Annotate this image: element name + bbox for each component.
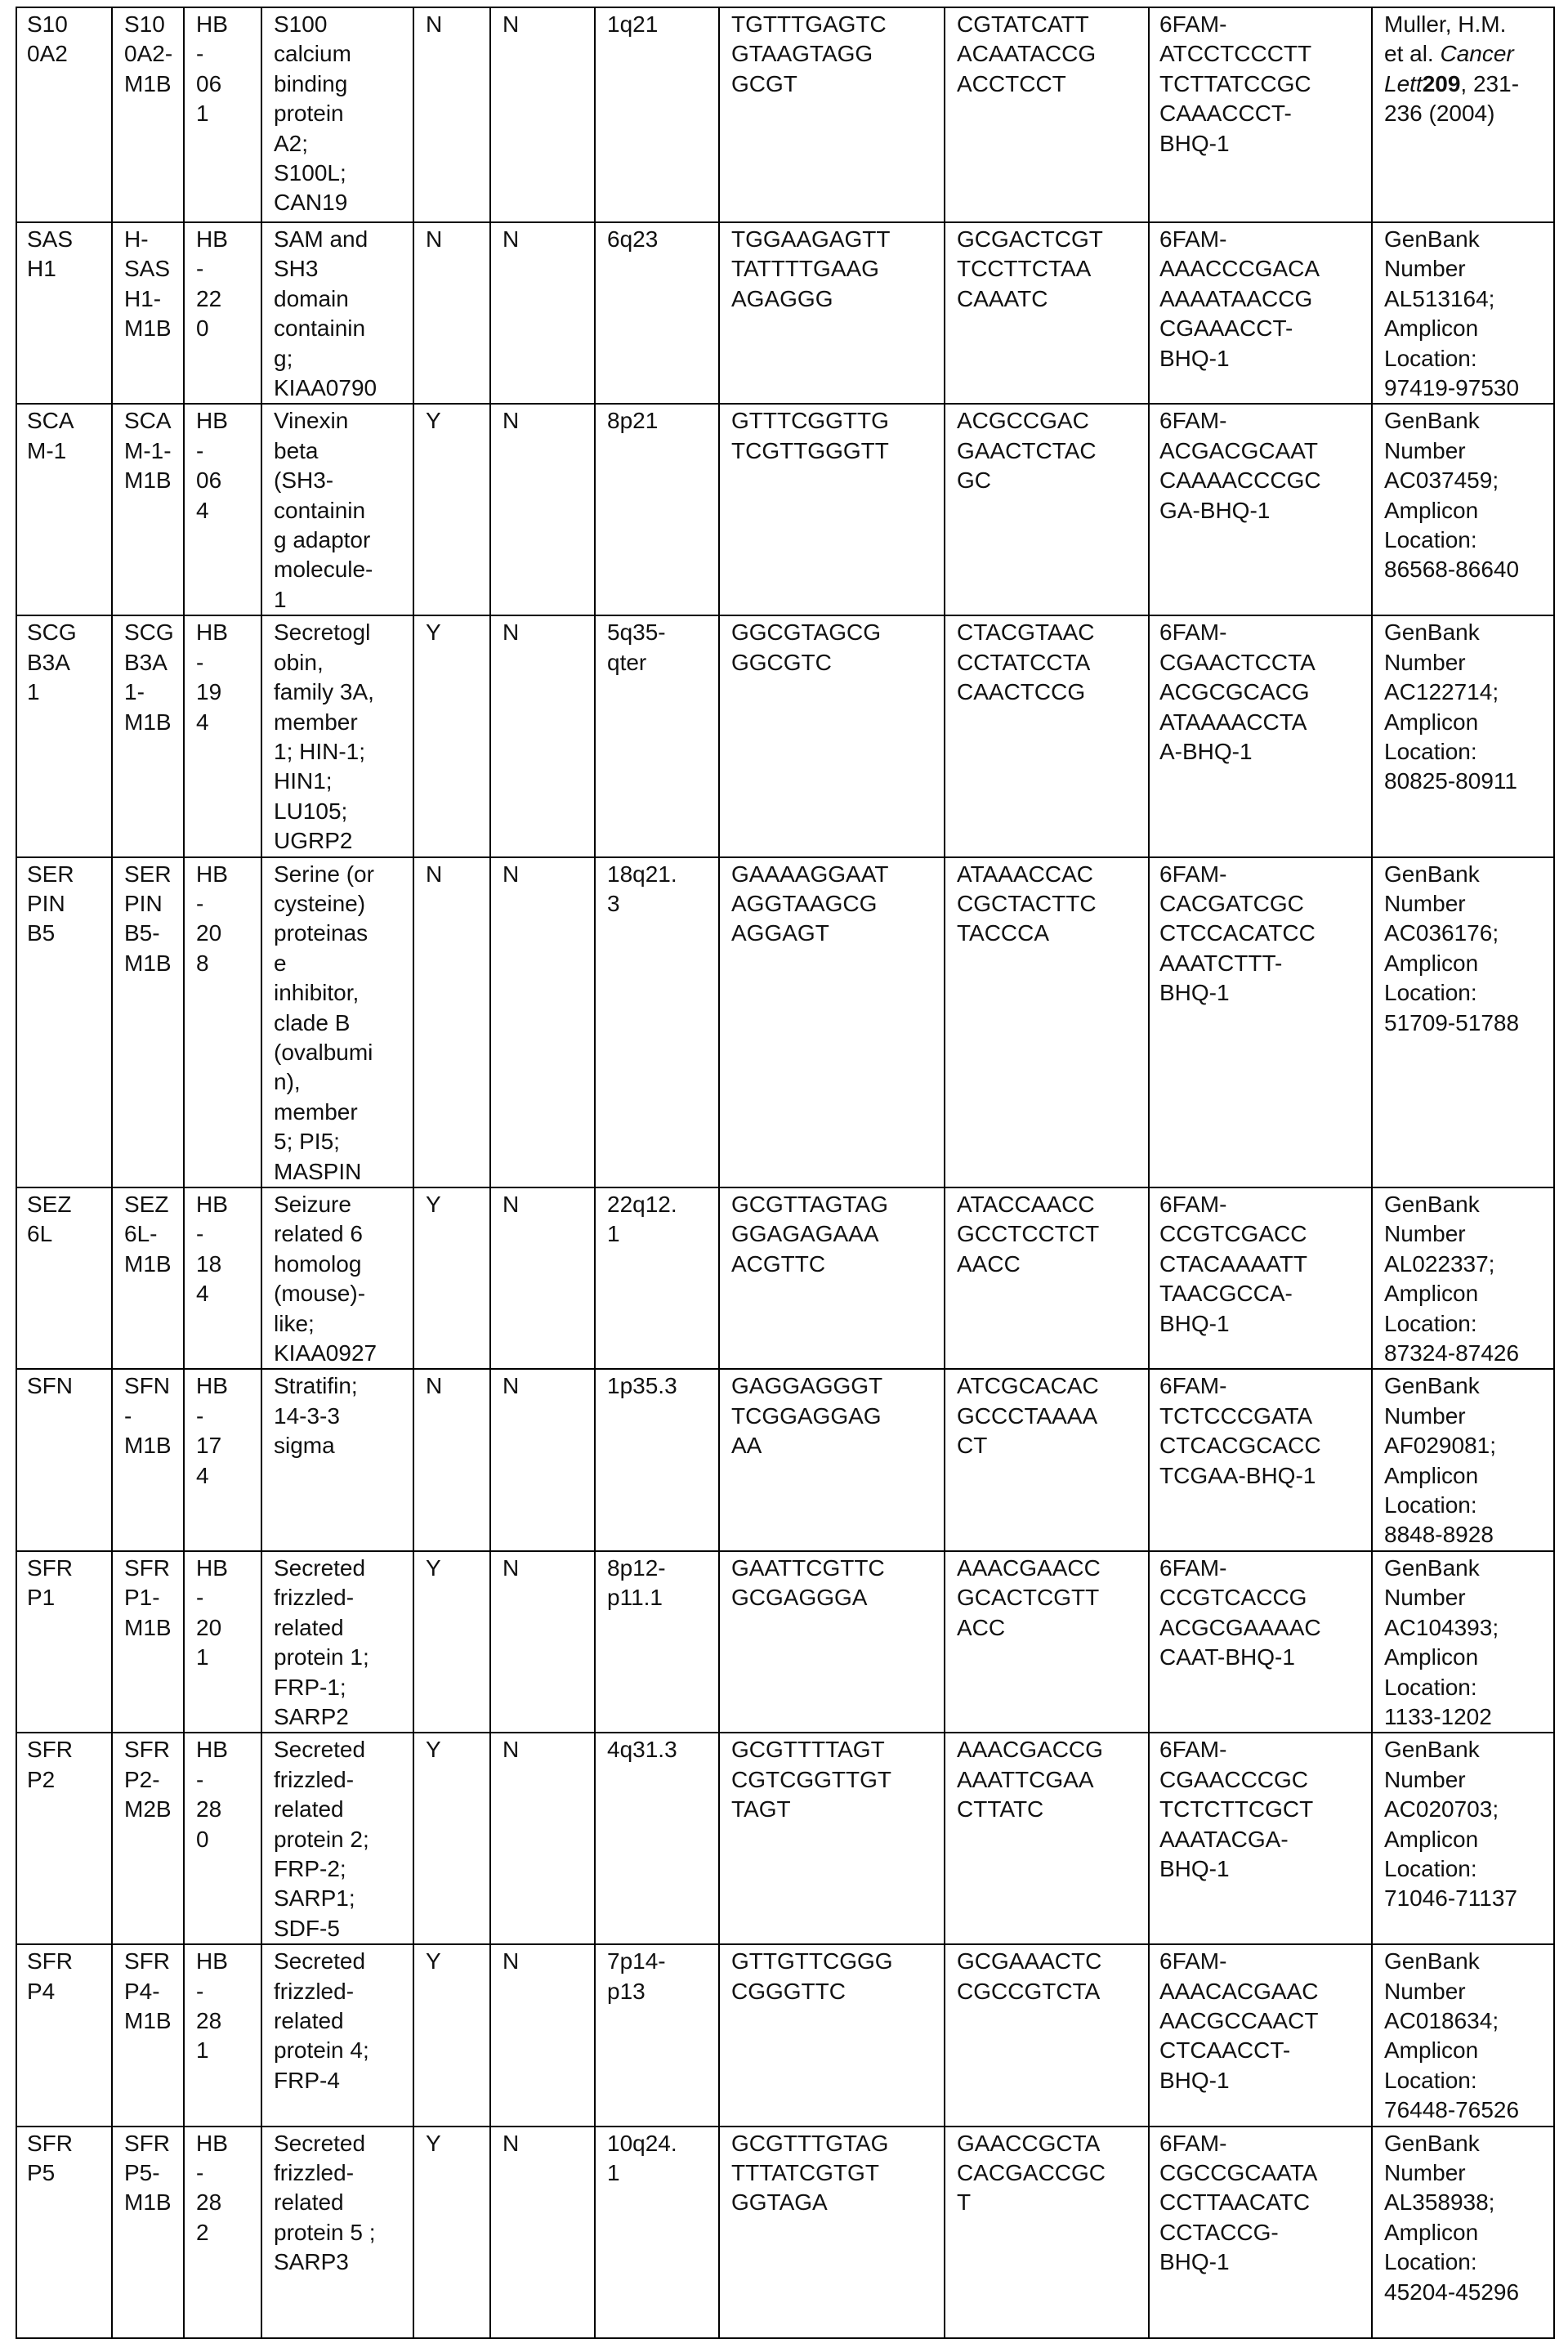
gene-name-cell: SFN (16, 1369, 112, 1550)
reverse-primer-cell: ACGCCGAC GAACTCTAC GC (945, 404, 1149, 615)
flag2-cell: N (490, 1944, 595, 2126)
forward-primer-cell: GAAAAGGAAT AGGTAAGCG AGGAGT (719, 857, 945, 1187)
probe-cell: 6FAM- CCGTCGACC CTACAAAATT TAACGCCA- BHQ-1 (1149, 1187, 1372, 1369)
flag2-cell: N (490, 1551, 595, 1733)
table-row (16, 222, 1554, 404)
reference-cell (1372, 7, 1554, 222)
hb-number-cell: HB - 28 2 (184, 2127, 261, 2338)
hb-number-cell: HB - 22 0 (184, 222, 261, 404)
reaction-id-cell: H- SAS H1- M1B (112, 222, 184, 404)
hb-number-cell: HB - 20 1 (184, 1551, 261, 1733)
hb-number-cell: HB - 20 8 (184, 857, 261, 1187)
reverse-primer-cell: GAACCGCTA CACGACCGC T (945, 2127, 1149, 2338)
flag1-cell: N (413, 857, 490, 1187)
table-row (16, 1944, 1554, 2126)
flag2-cell: N (490, 7, 595, 222)
reverse-primer-cell: ATAAACCAC CGCTACTTC TACCCA (945, 857, 1149, 1187)
chromosome-location-cell: 1p35.3 (595, 1369, 719, 1550)
reverse-primer-cell: GCGACTCGT TCCTTCTAA CAAATC (945, 222, 1149, 404)
table-body (16, 7, 1554, 2338)
reference-cell: GenBank Number AC037459; Amplicon Location: 86568-86640 (1372, 404, 1554, 615)
description-cell: Secreted frizzled- related protein 1; FRP-1; SARP2 (261, 1551, 413, 1733)
reverse-primer-cell: AAACGAACC GCACTCGTT ACC (945, 1551, 1149, 1733)
reference-cell: GenBank Number AL358938; Amplicon Location: 45204-45296 (1372, 2127, 1554, 2338)
reference-cell: GenBank Number AC020703; Amplicon Location: 71046-71137 (1372, 1733, 1554, 1944)
flag2-cell: N (490, 615, 595, 856)
chromosome-location-cell: 18q21. 3 (595, 857, 719, 1187)
hb-number-cell: HB - 28 0 (184, 1733, 261, 1944)
table-row (16, 2127, 1554, 2338)
probe-cell: 6FAM- CACGATCGC CTCCACATCC AAATCTTT- BHQ-1 (1149, 857, 1372, 1187)
gene-name-cell: S10 0A2 (16, 7, 112, 222)
gene-name-cell: SFR P4 (16, 1944, 112, 2126)
flag1-cell: Y (413, 404, 490, 615)
hb-number-cell: HB - 28 1 (184, 1944, 261, 2126)
reverse-primer-cell: CTACGTAAC CCTATCCTA CAACTCCG (945, 615, 1149, 856)
probe-cell: 6FAM- CGAACCCGC TCTCTTCGCT AAATACGA- BHQ-1 (1149, 1733, 1372, 1944)
table-row (16, 857, 1554, 1187)
chromosome-location-cell: 8p12- p11.1 (595, 1551, 719, 1733)
reaction-id-cell: SFR P5- M1B (112, 2127, 184, 2338)
flag1-cell: Y (413, 1733, 490, 1944)
forward-primer-cell: GAATTCGTTC GCGAGGGA (719, 1551, 945, 1733)
reference-cell: GenBank Number AC122714; Amplicon Location: 80825-80911 (1372, 615, 1554, 856)
gene-name-cell: SFR P1 (16, 1551, 112, 1733)
reference-prefix: Muller, H.M. et al. (1384, 11, 1507, 67)
table-row (16, 1733, 1554, 1944)
chromosome-location-cell: 4q31.3 (595, 1733, 719, 1944)
reference-volume: 209 (1422, 70, 1461, 96)
chromosome-location-cell: 7p14- p13 (595, 1944, 719, 2126)
flag1-cell: N (413, 222, 490, 404)
description-cell: Secretogl obin, family 3A, member 1; HIN-1; HIN1; LU105; UGRP2 (261, 615, 413, 856)
forward-primer-cell: GAGGAGGGT TCGGAGGAG AA (719, 1369, 945, 1550)
table-row (16, 1187, 1554, 1369)
reaction-id-cell: SER PIN B5- M1B (112, 857, 184, 1187)
reverse-primer-cell: CGTATCATT ACAATACCG ACCTCCT (945, 7, 1149, 222)
reverse-primer-cell: ATCGCACAC GCCCTAAAA CT (945, 1369, 1149, 1550)
flag1-cell: Y (413, 1944, 490, 2126)
reaction-id-cell: S10 0A2- M1B (112, 7, 184, 222)
probe-cell: 6FAM- ATCCTCCCTT TCTTATCCGC CAAACCCT- BHQ-1 (1149, 7, 1372, 222)
reference-cell: GenBank Number AC104393; Amplicon Location: 1133-1202 (1372, 1551, 1554, 1733)
flag2-cell: N (490, 1187, 595, 1369)
chromosome-location-cell: 10q24. 1 (595, 2127, 719, 2338)
flag2-cell: N (490, 404, 595, 615)
reaction-id-cell: SFR P1- M1B (112, 1551, 184, 1733)
gene-name-cell: SCG B3A 1 (16, 615, 112, 856)
table-row (16, 7, 1554, 222)
flag1-cell: N (413, 7, 490, 222)
forward-primer-cell: GTTGTTCGGG CGGGTTC (719, 1944, 945, 2126)
description-cell: S100 calcium binding protein A2; S100L; CAN19 (261, 7, 413, 222)
description-cell: SAM and SH3 domain containin g; KIAA0790 (261, 222, 413, 404)
hb-number-cell: HB - 18 4 (184, 1187, 261, 1369)
hb-number-cell: HB - 17 4 (184, 1369, 261, 1550)
reverse-primer-cell: ATACCAACC GCCTCCTCT AACC (945, 1187, 1149, 1369)
flag2-cell: N (490, 1369, 595, 1550)
flag2-cell: N (490, 1733, 595, 1944)
reaction-id-cell: SFN - M1B (112, 1369, 184, 1550)
description-cell: Seizure related 6 homolog (mouse)- like; KIAA0927 (261, 1187, 413, 1369)
probe-cell: 6FAM- AAACACGAAC AACGCCAACT CTCAACCT- BHQ-1 (1149, 1944, 1372, 2126)
probe-cell: 6FAM- CCGTCACCG ACGCGAAAAC CAAT-BHQ-1 (1149, 1551, 1372, 1733)
flag2-cell: N (490, 222, 595, 404)
reaction-id-cell: SCA M-1- M1B (112, 404, 184, 615)
probe-cell: 6FAM- CGAACTCCTA ACGCGCACG ATAAAACCTA A-BHQ-1 (1149, 615, 1372, 856)
reference-cell: GenBank Number AL022337; Amplicon Location: 87324-87426 (1372, 1187, 1554, 1369)
gene-name-cell: SCA M-1 (16, 404, 112, 615)
reaction-id-cell: SEZ 6L- M1B (112, 1187, 184, 1369)
table-row (16, 1369, 1554, 1550)
reaction-id-cell: SCG B3A 1- M1B (112, 615, 184, 856)
description-cell: Secreted frizzled- related protein 4; FRP-4 (261, 1944, 413, 2126)
probe-cell: 6FAM- CGCCGCAATA CCTTAACATC CCTACCG- BHQ-1 (1149, 2127, 1372, 2338)
forward-primer-cell: TGTTTGAGTC GTAAGTAGG GCGT (719, 7, 945, 222)
chromosome-location-cell: 6q23 (595, 222, 719, 404)
table-row (16, 615, 1554, 856)
flag1-cell: Y (413, 1187, 490, 1369)
flag1-cell: Y (413, 2127, 490, 2338)
forward-primer-cell: GGCGTAGCG GGCGTC (719, 615, 945, 856)
reference-cell: GenBank Number AC018634; Amplicon Location: 76448-76526 (1372, 1944, 1554, 2126)
forward-primer-cell: TGGAAGAGTT TATTTTGAAG AGAGGG (719, 222, 945, 404)
chromosome-location-cell: 8p21 (595, 404, 719, 615)
reference-journal: Cancer Lett (1384, 41, 1514, 96)
table-row (16, 1551, 1554, 1733)
chromosome-location-cell: 5q35- qter (595, 615, 719, 856)
hb-number-cell: HB - 06 4 (184, 404, 261, 615)
reverse-primer-cell: GCGAAACTC CGCCGTCTA (945, 1944, 1149, 2126)
flag1-cell: N (413, 1369, 490, 1550)
reverse-primer-cell: AAACGACCG AAATTCGAA CTTATC (945, 1733, 1149, 1944)
reference-cell: GenBank Number AF029081; Amplicon Location: 8848-8928 (1372, 1369, 1554, 1550)
reference-suffix: , 231- 236 (2004) (1384, 70, 1520, 127)
gene-name-cell: SAS H1 (16, 222, 112, 404)
reference-cell: GenBank Number AL513164; Amplicon Location: 97419-97530 (1372, 222, 1554, 404)
forward-primer-cell: GTTTCGGTTG TCGTTGGGTT (719, 404, 945, 615)
reaction-id-cell: SFR P2- M2B (112, 1733, 184, 1944)
flag1-cell: Y (413, 1551, 490, 1733)
gene-name-cell: SFR P2 (16, 1733, 112, 1944)
description-cell: Secreted frizzled- related protein 2; FRP-2; SARP1; SDF-5 (261, 1733, 413, 1944)
gene-name-cell: SER PIN B5 (16, 857, 112, 1187)
forward-primer-cell: GCGTTTGTAG TTTATCGTGT GGTAGA (719, 2127, 945, 2338)
forward-primer-cell: GCGTTTTAGT CGTCGGTTGT TAGT (719, 1733, 945, 1944)
probe-cell: 6FAM- TCTCCCGATA CTCACGCACC TCGAA-BHQ-1 (1149, 1369, 1372, 1550)
table-row (16, 404, 1554, 615)
reaction-id-cell: SFR P4- M1B (112, 1944, 184, 2126)
chromosome-location-cell: 1q21 (595, 7, 719, 222)
chromosome-location-cell: 22q12. 1 (595, 1187, 719, 1369)
forward-primer-cell: GCGTTAGTAG GGAGAGAAA ACGTTC (719, 1187, 945, 1369)
description-cell: Stratifin; 14-3-3 sigma (261, 1369, 413, 1550)
hb-number-cell: HB - 06 1 (184, 7, 261, 222)
flag2-cell: N (490, 857, 595, 1187)
primer-probe-table (16, 7, 1555, 2339)
reference-cell: GenBank Number AC036176; Amplicon Location: 51709-51788 (1372, 857, 1554, 1187)
flag2-cell: N (490, 2127, 595, 2338)
gene-name-cell: SFR P5 (16, 2127, 112, 2338)
probe-cell: 6FAM- AAACCCGACA AAAATAACCG CGAAACCT- BHQ-1 (1149, 222, 1372, 404)
probe-cell: 6FAM- ACGACGCAAT CAAAACCCGC GA-BHQ-1 (1149, 404, 1372, 615)
flag1-cell: Y (413, 615, 490, 856)
gene-name-cell: SEZ 6L (16, 1187, 112, 1369)
description-cell: Vinexin beta (SH3- containin g adaptor molecule- 1 (261, 404, 413, 615)
description-cell: Secreted frizzled- related protein 5 ; SARP3 (261, 2127, 413, 2338)
hb-number-cell: HB - 19 4 (184, 615, 261, 856)
description-cell: Serine (or cysteine) proteinas e inhibitor, clade B (ovalbumi n), member 5; PI5; MASPIN (261, 857, 413, 1187)
